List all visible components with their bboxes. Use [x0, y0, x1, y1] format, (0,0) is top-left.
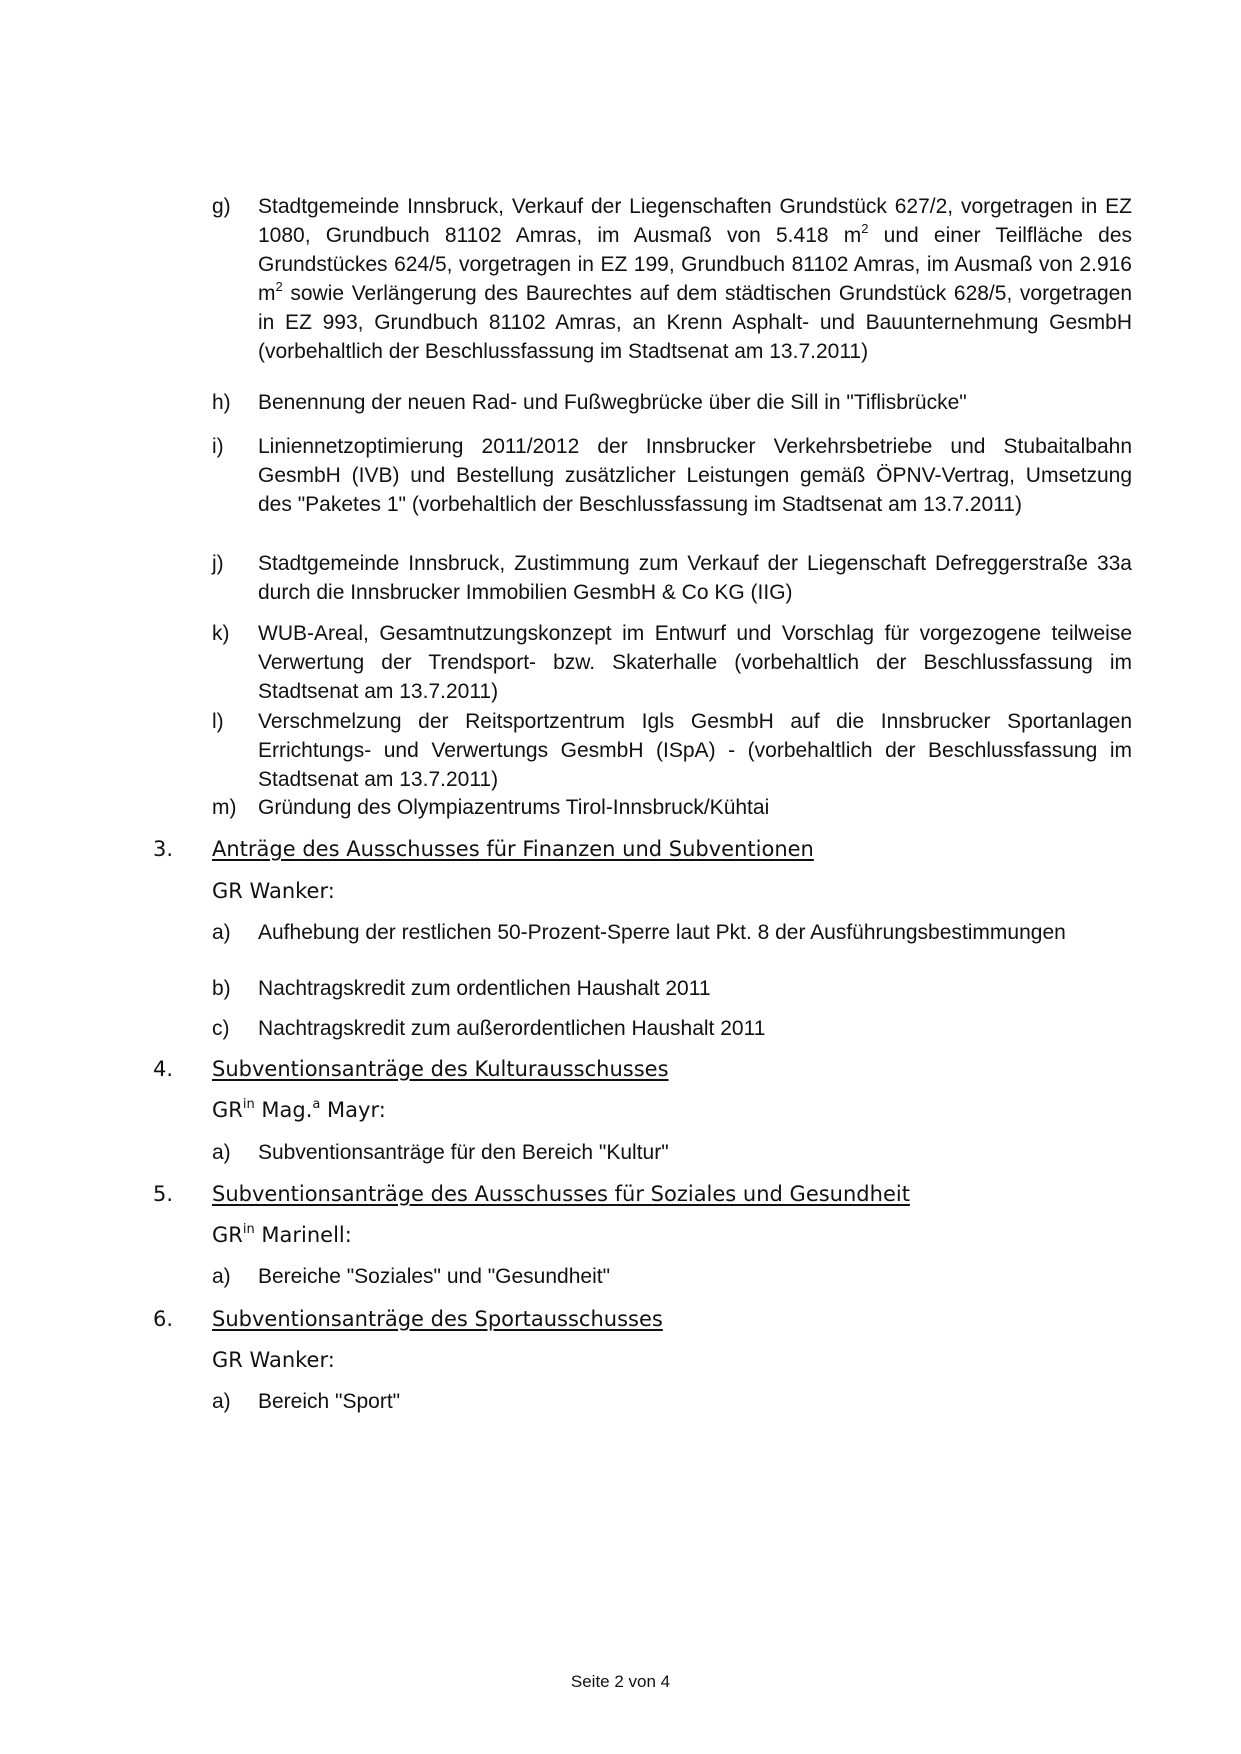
item-text: Bereich "Sport"	[258, 1390, 401, 1413]
page-number: Seite 2 von 4	[570, 1672, 671, 1691]
item-text: Verschmelzung der Reitsportzentrum Igls GesmbH auf die Innsbrucker Sportanlagen Errichtungs- und Verwertungs GesmbH (ISpA) - (vorbehaltlich der Beschlussfassung im Stadtsenat am 13.7.2011)	[258, 710, 1132, 791]
section-title: Anträge des Ausschusses für Finanzen und Subventionen	[212, 837, 814, 861]
item-text: WUB-Areal, Gesamtnutzungskonzept im Entwurf und Vorschlag für vorgezogene teilweise Verwertung der Trendsport- bzw. Skaterhalle (vorbehaltlich der Beschlussfassung im Stadtsenat am 13.7.2011)	[258, 622, 1132, 703]
item-letter: m)	[212, 796, 237, 819]
list-item-h	[212, 388, 1132, 417]
item-text: Bereiche "Soziales" und "Gesundheit"	[258, 1265, 611, 1288]
list-item-l	[212, 707, 1132, 794]
item-text: Aufhebung der restlichen 50-Prozent-Sperre laut Pkt. 8 der Ausführungsbestimmungen	[258, 921, 1066, 944]
list-item-6a	[212, 1387, 1132, 1416]
item-letter: c)	[212, 1017, 230, 1040]
item-letter: b)	[212, 977, 231, 1000]
item-letter: a)	[212, 1390, 231, 1413]
speaker: $GR^{in}$ Marinell:	[212, 1222, 352, 1247]
item-text: Gründung des Olympiazentrums Tirol-Innsbruck/Kühtai	[258, 796, 770, 819]
item-text: Nachtragskredit zum ordentlichen Haushalt 2011	[258, 977, 711, 1000]
list-item-g	[212, 192, 1132, 366]
section-5-heading	[153, 1180, 1133, 1209]
item-text: Nachtragskredit zum außerordentlichen Haushalt 2011	[258, 1017, 766, 1040]
item-text: Subventionsanträge für den Bereich "Kultur"	[258, 1141, 669, 1164]
item-letter: l)	[212, 710, 224, 733]
section-title: Subventionsanträge des Kulturausschusses	[212, 1057, 669, 1081]
item-letter: a)	[212, 1265, 231, 1288]
item-letter: i)	[212, 435, 224, 458]
list-item-j	[212, 549, 1132, 607]
speaker: GR Wanker:	[212, 1348, 335, 1372]
list-item-5a	[212, 1262, 1132, 1291]
section-title: Subventionsanträge des Sportausschusses	[212, 1307, 663, 1331]
section-4-heading	[153, 1055, 1133, 1084]
item-text: Liniennetzoptimierung 2011/2012 der Innsbrucker Verkehrsbetriebe und Stubaitalbahn GesmbH (IVB) und Bestellung zusätzlicher Leistungen gemäß ÖPNV-Vertrag, Umsetzung des "Paketes 1" (vorbehaltlich der Beschlussfassung im Stadtsenat am 13.7.2011)	[258, 435, 1132, 516]
list-item-3c	[212, 1014, 1132, 1043]
section-number: 4.	[153, 1057, 174, 1081]
list-item-3a	[212, 918, 1132, 947]
speaker: $GR^{in}$ Mag.$^a$ Mayr:	[212, 1097, 386, 1122]
item-text: Stadtgemeinde Innsbruck, Verkauf der Liegenschaften Grundstück 627/2, vorgetragen in EZ 1080, Grundbuch 81102 Amras, im Ausmaß von 5.418 $m^2$ und einer Teilfläche des Grundstückes 624/5, vorgetragen in EZ 199, Grundbuch 81102 Amras, im Ausmaß von 2.916 $m^2$ sowie Verlängerung des Baurechtes auf dem städtischen Grundstück 628/5, vorgetragen in EZ 993, Grundbuch 81102 Amras, an Krenn Asphalt- und Bauunternehmung GesmbH (vorbehaltlich der Beschlussfassung im Stadtsenat am 13.7.2011)	[258, 195, 1132, 363]
item-letter: g)	[212, 195, 231, 218]
item-text: Stadtgemeinde Innsbruck, Zustimmung zum Verkauf der Liegenschaft Defreggerstraße 33a durch die Innsbrucker Immobilien GesmbH & Co KG (IIG)	[258, 552, 1132, 604]
list-item-4a	[212, 1138, 1132, 1167]
list-item-m	[212, 793, 1132, 822]
item-text: Benennung der neuen Rad- und Fußwegbrücke über die Sill in "Tiflisbrücke"	[258, 391, 967, 414]
item-letter: a)	[212, 921, 231, 944]
item-letter: k)	[212, 622, 230, 645]
section-3-heading	[153, 835, 1133, 864]
section-number: 6.	[153, 1307, 174, 1331]
section-number: 3.	[153, 837, 174, 861]
section-6-heading	[153, 1305, 1133, 1334]
list-item-3b	[212, 974, 1132, 1003]
item-letter: h)	[212, 391, 231, 414]
speaker: GR Wanker:	[212, 879, 335, 903]
item-letter: j)	[212, 552, 224, 575]
list-item-k	[212, 619, 1132, 706]
list-item-i	[212, 432, 1132, 519]
section-number: 5.	[153, 1182, 174, 1206]
section-title: Subventionsanträge des Ausschusses für Soziales und Gesundheit	[212, 1182, 910, 1206]
item-letter: a)	[212, 1141, 231, 1164]
